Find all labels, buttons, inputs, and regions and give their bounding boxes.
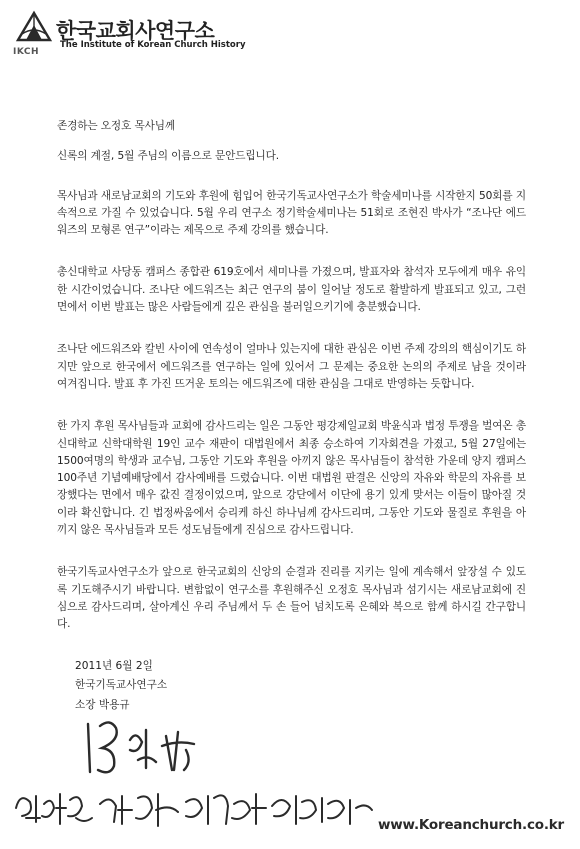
institute-name-english: The Institute of Korean Church History — [60, 40, 246, 50]
paragraph-edwards-calvin: 조나단 에드워즈와 칼빈 사이에 연속성이 얼마나 있는지에 대한 관심은 이번 주제 강의의 핵심이기도 하지만 앞으로 한국에서 에드워즈를 연구하는 일에 있어서 그 문제는 중요한 논의의 주제로 남을 것이라 여겨집니다. 발표 후 가진 뜨거운 토의는 에드워즈에 대한 관심을 그대로 반영하는 듯합니다. — [57, 343, 526, 390]
website-link[interactable]: www.Koreanchurch.co.kr — [378, 817, 564, 833]
paragraph-seminar: 목사님과 새로남교회의 기도와 후원에 힘입어 한국기독교사연구소가 학술세미나를 시작한지 50회를 지속적으로 가질 수 있었습니다. 5월 우리 연구소 정기학술세미나는 51회로 조현진 박사가 “조나단 에드워즈의 모형론 연구”이라는 제목으로 주제 강의를 했습니다. — [57, 189, 526, 237]
paragraph-closing: 한국기독교사연구소가 앞으로 한국교회의 신앙의 순결과 진리를 지키는 일에 계속해서 앞장설 수 있도록 기도해주시기 바랍니다. 변함없이 연구소를 후원해주신 오정호 목사님과 섬기시는 새로남교회에 진심으로 감사드리며, 살아계신 우리 주님께서 두 손 들어 넘치도록 은혜와 복으로 함께 하시길 간구합니다. — [57, 566, 526, 631]
institute-name-korean: 한국교회사연구소 — [56, 19, 215, 43]
paragraph-court-ruling: 한 가지 후원 목사님들과 교회에 감사드리는 일은 그동안 평강제일교회 박윤식과 법정 투쟁을 벌여온 총신대학교 신학대학원 19인 교수 재판이 대법원에서 최종 승소하여 기자회견을 가졌고, 5월 27일에는 1500여명의 학생과 교수님, 그동안 기도와 후원을 아끼지 않은 목사님들이 참석한 가운데 양지 캠퍼스 100주년 기념예배당에서 감사예배를 드렸습니다. 이번 대법원 판결은 신앙의 자유와 학문의 자유를 보장했다는 면에서 매우 값진 결정이었으며, 앞으로 강단에서 이단에 용기 있게 맞서는 이들이 많아질 것이라 확신합니다. 긴 법정싸움에서 승리케 하신 하나님께 감사드리며, 그동안 기도와 물질로 후원을 아끼지 않은 목사님들과 모든 성도님들에게 진심으로 감사드립니다. — [57, 420, 526, 537]
salutation: 존경하는 오정호 목사님께 — [57, 120, 176, 132]
sender-organization: 한국기독교사연구소 — [75, 679, 168, 691]
letter-date: 2011년 6월 2일 — [75, 660, 153, 672]
greeting: 신록의 계절, 5월 주님의 이름으로 문안드립니다. — [57, 150, 280, 163]
letter-body — [57, 118, 526, 659]
handwritten-note — [10, 778, 380, 834]
institute-abbreviation: IKCH — [13, 47, 40, 57]
handwritten-signature — [82, 710, 212, 782]
sender-director: 소장 박용규 — [75, 699, 130, 711]
paragraph-venue: 총신대학교 사당동 캠퍼스 종합관 619호에서 세미나를 가졌으며, 발표자와 참석자 모두에게 매우 유익한 시간이었습니다. 조나단 에드워즈는 최근 연구의 붐이 일어날 정도로 활발하게 발표되고 있고, 그런 면에서 이번 발표는 많은 사람들에게 깊은 관심을 불러일으키기에 충분했습니다. — [57, 266, 526, 314]
letterhead — [12, 10, 332, 58]
